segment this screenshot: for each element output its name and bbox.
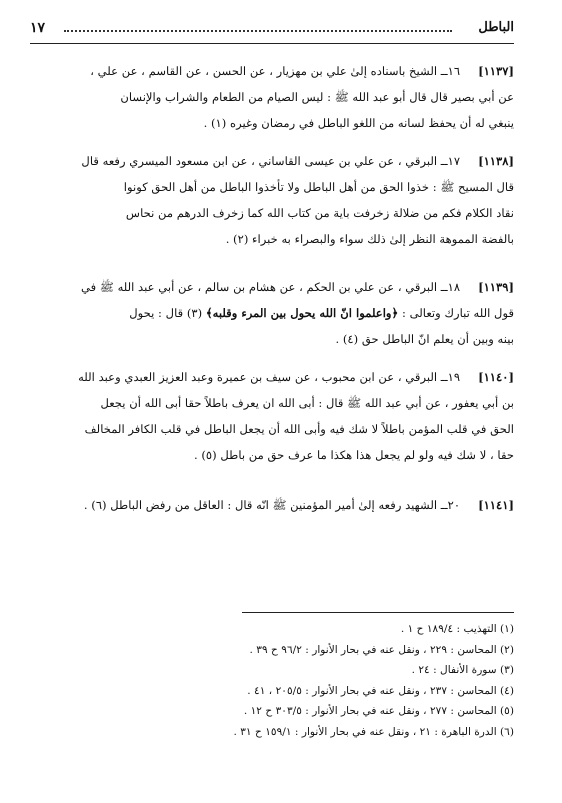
entry-text: قول الله تبارك وتعالى : (402, 306, 514, 320)
entry-line (30, 58, 514, 84)
entry-line (30, 148, 514, 174)
header-rule (30, 43, 514, 44)
hadith-entry-1140 (30, 364, 514, 468)
entry-line: ينبغي له أن يحفظ لسانه من اللغو الباطل في رمضان وغيره (١) . (203, 116, 514, 130)
entry-text: ١٩ــ البرقي ، عن ابن محبوب ، عن سيف بن عميرة وعبد العزيز العبدي وعبد الله (78, 370, 461, 384)
footnote: (٣) سورة الأنفال : ٢٤ . (411, 664, 514, 677)
entry-line: بالفضة المموهة النظر إلىٰ ذلك سواء والبصراء به خبراء (٢) . (225, 232, 514, 246)
entry-line: بن أبي يعفور ، عن أبي عبد الله ﷺ قال : أبى الله ان يعرف باطلاً حقا أبى الله أن يجعل (100, 396, 514, 410)
entry-text: ٢٠ــ الشهيد رفعه إلىٰ أمير المؤمنين ﷺ انّه قال : العاقل من رفض الباطل (٦) . (83, 498, 461, 512)
footnote: (٤) المحاسن : ٢٣٧ ، ونقل عنه في بحار الأنوار : ٢٠٥/٥ ، ٤١ . (247, 684, 514, 697)
hadith-entry-1138 (30, 148, 514, 252)
entry-text: (٣) قال : يحول (129, 306, 203, 320)
footnote-rule (242, 612, 514, 613)
entry-line: عن أبي بصير قال قال أبو عبد الله ﷺ : ليس الصيام من الطعام والشراب والإنسان (120, 90, 514, 104)
entry-line (30, 364, 514, 390)
hadith-entry-1139 (30, 274, 514, 352)
entry-line (30, 300, 514, 326)
footnotes (34, 619, 514, 743)
header-title: الباطل (478, 20, 514, 35)
entry-line (30, 274, 514, 300)
footnote: (٦) الدرة الباهرة : ٢١ ، ونقل عنه في بحار الأنوار : ١٥٩/١ ح ٣١ . (233, 725, 514, 738)
entry-number: [١١٣٩] (478, 280, 514, 294)
entry-number: [١١٣٨] (478, 154, 514, 168)
entry-line (30, 492, 514, 518)
entry-line: حقا ، لا شك فيه ولو لم يجعل هذا هكذا ما عرف حق من باطل (٥) . (193, 448, 514, 462)
running-header (30, 20, 514, 40)
hadith-entry-1141 (30, 492, 514, 518)
footnote: (١) التهذيب : ١٨٩/٤ ح ١ . (400, 623, 514, 635)
entry-line: نقاد الكلام فكم من ضلالة زخرفت باية من كتاب الله كما زخرف الدرهم من نحاس (125, 206, 514, 220)
entry-line: الحق في قلب المؤمن باطلاً لا شك فيه وأبى الله أن يجعل الباطل في قلب الكافر المخالف (84, 422, 514, 436)
footnote: (٢) المحاسن : ٢٢٩ ، ونقل عنه في بحار الأنوار : ٩٦/٢ ح ٣٩ . (249, 643, 514, 656)
entry-text: ١٧ــ البرقي ، عن علي بن عيسى القاساني ، عن ابن مسعود الميسري رفعه قال (81, 154, 461, 168)
entry-number: [١١٣٧] (478, 64, 514, 78)
entry-number: [١١٤٠] (478, 370, 514, 384)
quran-verse: ﴿واعلموا انّ الله يحول بين المرء وقلبه﴾ (205, 306, 399, 320)
entry-number: [١١٤١] (478, 498, 514, 512)
entry-text: ١٨ــ البرقي ، عن علي بن الحكم ، عن هشام بن سالم ، عن أبي عبد الله ﷺ في (80, 280, 461, 294)
page-number: ١٧ (30, 20, 46, 36)
entry-text: ١٦ــ الشيخ باسناده إلىٰ علي بن مهزيار ، عن الحسن ، عن القاسم ، عن علي ، (90, 64, 461, 78)
header-dot-leader (64, 30, 452, 32)
footnote: (٥) المحاسن : ٢٧٧ ، ونقل عنه في بحار الأنوار : ٣٠٣/٥ ح ١٢ . (243, 705, 514, 718)
entry-line: قال المسيح ﷺ : خذوا الحق من أهل الباطل ولا تأخذوا الباطل من أهل الحق كونوا (123, 180, 514, 194)
hadith-entry-1137 (30, 58, 514, 136)
entry-line: بينه وبين أن يعلم انّ الباطل حق (٤) . (335, 332, 514, 346)
